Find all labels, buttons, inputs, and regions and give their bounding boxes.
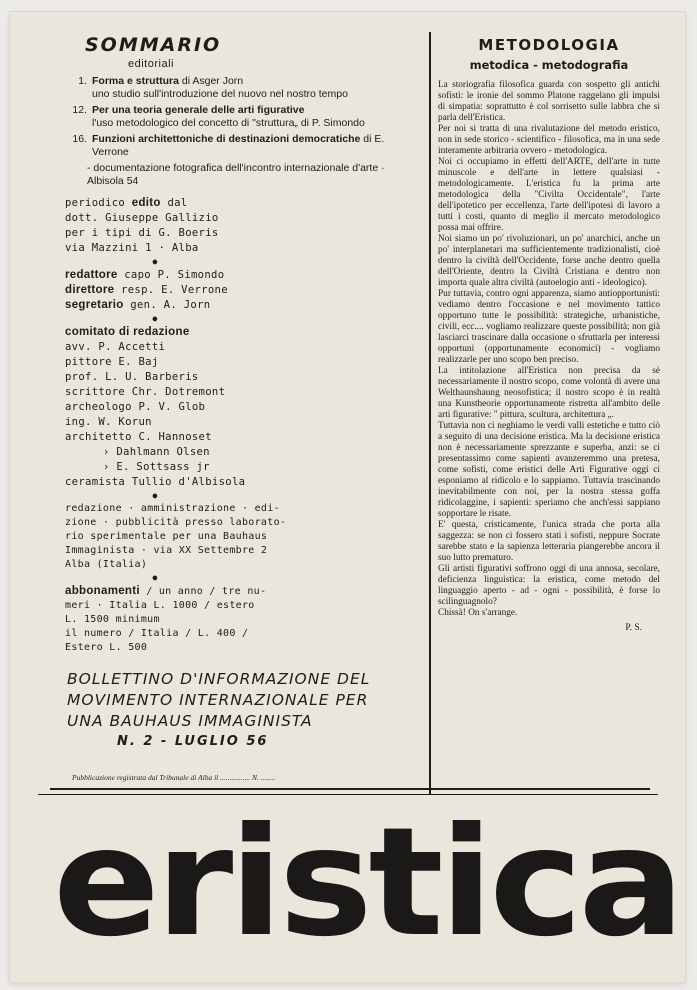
right-column — [438, 32, 660, 633]
redazione-info — [65, 502, 410, 572]
bullet-divider: ● — [152, 257, 158, 266]
publisher-info — [65, 196, 410, 655]
essay-paragraph: La intitolazione all'Eristica non precisa da sè necessariamente il nostro scopo, come volontà di avere una Welthaunshaung neosofistica; il nostro scopo è in realtà una Kunstheorie opportunamente ristretta all'ambito delle arti figurative: " pittura, scultura, architettura „. — [438, 366, 660, 420]
toc-description: uno studio sull'introduzione del nuovo nel nostro tempo — [92, 88, 348, 100]
redazione-line: rio sperimentale per una Bauhaus — [65, 531, 268, 542]
publisher-text: periodico — [65, 197, 132, 209]
metodologia-title: METODOLOGIA — [478, 36, 620, 54]
redazione-line: Alba (Italia) — [65, 559, 148, 570]
staff-line — [65, 268, 410, 283]
toc-title: Per una teoria generale delle arti figurative — [92, 104, 305, 116]
toc-title: Funzioni architettoniche di destinazioni democratiche — [92, 133, 361, 145]
redazione-line: zione · pubblicità presso laborato- — [65, 517, 287, 528]
comitato-member: prof. L. U. Barberis — [65, 371, 199, 383]
editoriali-label: editoriali — [128, 58, 174, 70]
abbonamenti-line: meri · Italia L. 1000 / estero — [65, 600, 255, 611]
comitato-member: architetto C. Hannoset — [65, 431, 212, 443]
comitato-member: scrittore Chr. Dotremont — [65, 386, 226, 398]
toc-page-number: 12. — [72, 104, 87, 116]
journal-page — [10, 12, 685, 982]
metodologia-subtitle: metodica - metodografia — [469, 58, 629, 72]
registration-note: Pubblicazione registrata dal Tribunale di Alba il ................ N. ........ — [72, 773, 276, 782]
toc-entry[interactable] — [65, 104, 410, 130]
publisher-line: dott. Giuseppe Gallizio — [65, 212, 219, 224]
abbonamenti-info — [65, 584, 410, 655]
comitato-member: ceramista Tullio d'Albisola — [65, 476, 246, 488]
abbonamenti-line: il numero / Italia / L. 400 / — [65, 628, 249, 639]
redazione-line: Immaginista · via XX Settembre 2 — [65, 545, 268, 556]
masthead-rule — [50, 788, 650, 790]
staff-line — [65, 283, 410, 298]
staff-role: redattore — [65, 269, 118, 281]
toc-page-number: 16. — [72, 133, 87, 145]
bullet-divider: ● — [152, 491, 158, 500]
toc-description: l'uso metodologico del concetto di "struttura„ di P. Simondo — [92, 117, 365, 129]
comitato — [65, 325, 410, 490]
essay-paragraph: La storiografia filosofica guarda con sospetto gli antichi sofisti: le ironie del sommo Platone raggelano gli impulsi di simpatia: soprattutto è col sorrisetto sulle labbra che si parla dell'Eristica. — [438, 80, 660, 123]
issue-number: N. 2 - LUGLIO 56 — [117, 734, 269, 749]
essay-paragraph: Gli artisti figurativi soffrono oggi di una annosa, secolare, deficienza linguistica: la eristica, come metodo del linguaggio aperto - ad - ogni - possibilità, è forse lo scilinguagnolo? — [438, 564, 660, 607]
abbonamenti-label: abbonamenti — [65, 585, 140, 597]
essay-paragraph: Noi ci occupiamo in effetti dell'ARTE, dell'arte in tutte minuscole e dell'arte in lettere qualsiasi - metodologicamente. L'eristica fu la prima arte metodologica della "Civilta Occidentale", l'arte dell'ipotetico per eccellenza, l'arte dell'ipotesi di lavoro a tutti i costi, quanto di meglio il mercato metodologico possa mai offrire. — [438, 157, 660, 233]
comitato-member: › Dahlmann Olsen — [103, 446, 210, 458]
staff-name: resp. E. Verrone — [114, 284, 228, 296]
essay-paragraph: Chissà! On s'arrange. — [438, 608, 518, 618]
sommario-title: SOMMARIO — [85, 34, 222, 56]
left-column — [65, 34, 410, 749]
publisher-text: dal — [160, 197, 188, 209]
comitato-member: avv. P. Accetti — [65, 341, 166, 353]
bollettino-line: UNA BAUHAUS IMMAGINISTA — [67, 712, 313, 730]
essay-body — [438, 80, 660, 619]
publisher-bold: edito — [131, 197, 161, 209]
redazione-line: redazione · amministrazione · edi- — [65, 503, 280, 514]
publisher-line: per i tipi di G. Boeris — [65, 227, 219, 239]
toc-entry[interactable] — [65, 133, 410, 159]
bullet-divider: ● — [152, 314, 158, 323]
comitato-member: pittore E. Baj — [65, 356, 159, 368]
toc-author: di E. Verrone — [92, 133, 385, 158]
staff-name: gen. A. Jorn — [123, 299, 211, 311]
abbonamenti-line: / un anno / tre nu- — [139, 586, 267, 597]
essay-paragraph: E' questa, cristicamente, l'unica strada che porta alla saggezza: se non ci fossero stati i sofisti, neppure Socrate sarebbe stato e la sapienza letteraria piangerebbe ancora il suo lutto prematuro. — [438, 520, 660, 563]
abbonamenti-line: Estero L. 500 — [65, 642, 148, 653]
bollettino-heading — [67, 669, 410, 732]
toc-title: Forma e struttura — [92, 75, 179, 87]
toc-entry[interactable] — [65, 75, 410, 101]
essay-paragraph: Tuttavia non ci neghiamo le verdi valli estetiche e tutto ciò a seguito di una decisione eristica. Ma la decisione eristica non è necessariamente sprezzante e superba, anzi: se ci presentassimo come sapienti avanzeremmo una pretesa, come sofisti, come eristici delle Arti Figurative oggi ci esponiamo al ridicolo e lo sappiamo. Tuttavia trascinando inevitabilmente con noi, per la nostra stessa goffa ridicolaggine, i sapienti: speriamo che anch'essi sappiano sopportare le risate. — [438, 421, 660, 519]
essay-paragraph: Pur tuttavia, contro ogni apparenza, siamo antiopportunisti: vediamo dentro l'occasione e nel movimento tattico opportuno tutte le possibilità: strategiche, urbanistiche, civili, ecc.... vogliamo realizzare queste possibilità; non già lasciarci trascinare dalla occasione o sfruttarla per interessi opportuni (opportunamente economici) - vogliamo realizzarle per uno scopo ben preciso. — [438, 289, 660, 365]
staff-role: direttore — [65, 284, 115, 296]
comitato-title: comitato di redazione — [65, 326, 190, 338]
bollettino-line: MOVIMENTO INTERNAZIONALE PER — [67, 691, 369, 709]
abbonamenti-line: L. 1500 minimum — [65, 614, 160, 625]
signature: P. S. — [625, 623, 642, 633]
essay-paragraph: Per noi si tratta di una rivalutazione del metodo eristico, non in sede storico - scientifico - filosofica, ma in una sede interamente arbitraria ovvero - metodologica. — [438, 124, 660, 156]
masthead-rule-thin — [38, 794, 658, 795]
toc-note: - documentazione fotografica dell'incontro internazionale d'arte · Albisola 54 — [87, 162, 385, 187]
masthead-title: eristica — [53, 796, 681, 970]
bullet-divider: ● — [152, 573, 158, 582]
comitato-member: ing. W. Korun — [65, 416, 152, 428]
toc-page-number: 1. — [78, 75, 87, 87]
staff-name: capo P. Simondo — [117, 269, 225, 281]
comitato-member: archeologo P. V. Glob — [65, 401, 206, 413]
staff-line — [65, 298, 410, 313]
column-divider — [429, 32, 431, 794]
staff-role: segretario — [65, 299, 124, 311]
essay-paragraph: Noi siamo un po' rivoluzionari, un po' anarchici, anche un po' interplanetari ma sufficientemente tradizionalisti, cioè dentro la civiltà dell'Occidente, forse anche dentro quella dell'Oriente, dentro la Civiltà Cristiana e dentro non importa quale altra civiltà (autoelogio anti - ideologico). — [438, 234, 660, 288]
comitato-member: › E. Sottsass jr — [103, 461, 210, 473]
toc-author: di Asger Jorn — [178, 75, 244, 87]
publisher-line: via Mazzini 1 · Alba — [65, 242, 199, 254]
bollettino-line: BOLLETTINO D'INFORMAZIONE DEL — [67, 670, 371, 688]
table-of-contents — [65, 75, 410, 188]
